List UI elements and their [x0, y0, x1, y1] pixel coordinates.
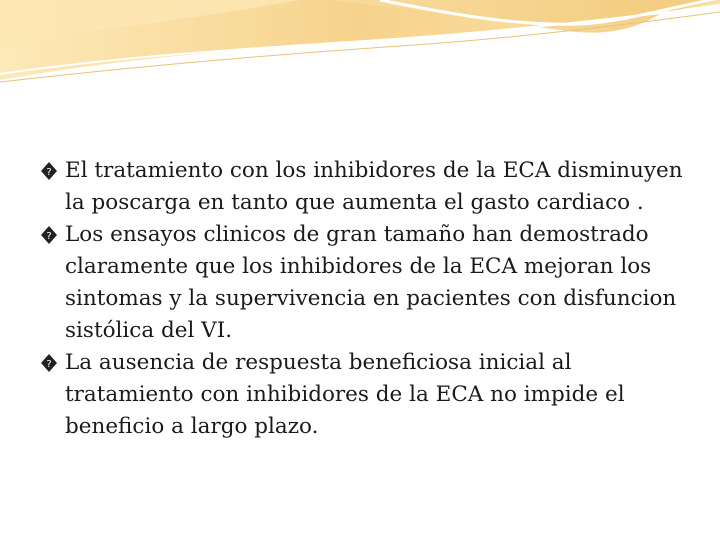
bullet-item-1	[40, 155, 700, 219]
bullet-text-1: El tratamiento con los inhibidores de la ECA disminuyen la poscarga en tanto que aumenta el gasto cardiaco .	[65, 158, 683, 215]
bullet-text-2: Los ensayos clinicos de gran tamaño han demostrado claramente que los inhibidores de la ECA mejoran los sintomas y la supervivencia en pacientes con disfuncion sistólica del VI.	[65, 222, 677, 343]
header-wave-decoration	[0, 0, 720, 90]
bullet-text-3: La ausencia de respuesta beneficiosa inicial al tratamiento con inhibidores de la ECA no impide el beneficio a largo plazo.	[65, 350, 625, 439]
missing-glyph-icon	[40, 161, 58, 181]
bullet-item-3	[40, 347, 700, 443]
svg-text:?: ?	[46, 167, 52, 178]
missing-glyph-icon	[40, 353, 58, 373]
bullet-item-2	[40, 219, 700, 347]
bullet-list	[40, 155, 700, 443]
svg-text:?: ?	[46, 231, 52, 242]
missing-glyph-icon	[40, 225, 58, 245]
svg-text:?: ?	[46, 359, 52, 370]
